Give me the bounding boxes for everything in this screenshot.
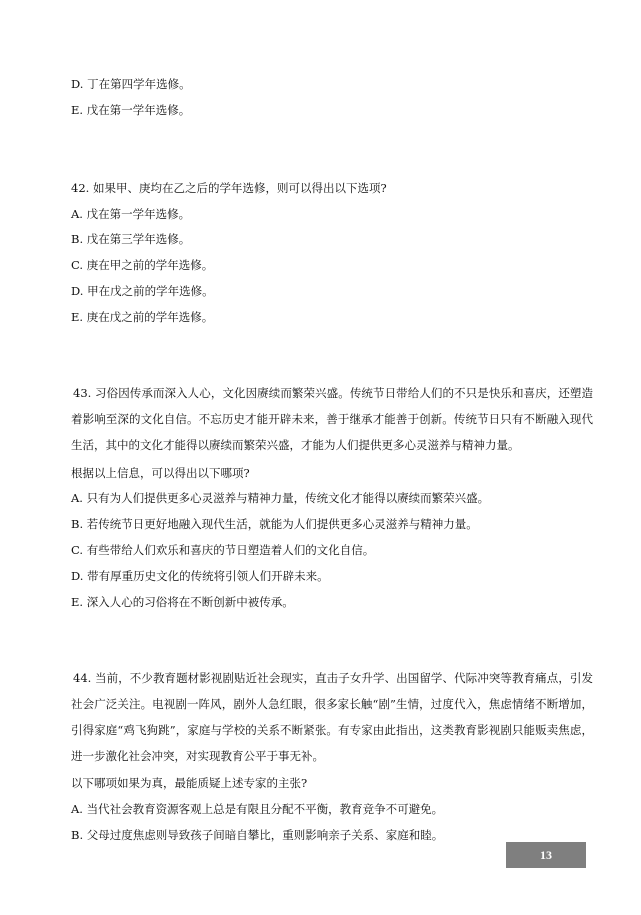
q41-option-e: E. 戊在第一学年选修。 <box>71 103 191 117</box>
q43-question: 根据以上信息，可以得出以下哪项? <box>71 466 250 480</box>
page-number: 13 <box>540 847 552 862</box>
page-number-badge <box>506 842 586 868</box>
q43-option-a: A. 只有为人们提供更多心灵滋养与精神力量，传统文化才能得以赓续而繁荣兴盛。 <box>71 491 490 505</box>
q42-question: 42. 如果甲、庚均在乙之后的学年选修，则可以得出以下选项? <box>71 181 387 195</box>
q43-option-d: D. 带有厚重历史文化的传统将引领人们开辟未来。 <box>71 569 329 583</box>
q42-option-c: C. 庚在甲之前的学年选修。 <box>71 258 214 272</box>
q41-option-d: D. 丁在第四学年选修。 <box>71 77 191 91</box>
q43-option-e: E. 深入人心的习俗将在不断创新中被传承。 <box>71 595 294 609</box>
q44-question: 以下哪项如果为真，最能质疑上述专家的主张? <box>71 776 308 790</box>
q42-option-b: B. 戊在第三学年选修。 <box>71 232 191 246</box>
q43-option-c: C. 有些带给人们欢乐和喜庆的节日塑造着人们的文化自信。 <box>71 543 375 557</box>
q42-option-d: D. 甲在戊之前的学年选修。 <box>71 284 214 298</box>
q43-option-b: B. 若传统节日更好地融入现代生活，就能为人们提供更多心灵滋养与精神力量。 <box>71 517 478 531</box>
q43-passage: 43. 习俗因传承而深入人心，文化因赓续而繁荣兴盛。传统节日带给人们的不只是快乐和喜庆，还塑造着影响至深的文化自信。不忘历史才能开辟未来，善于继承才能善于创新。传统节日只有不断融入现代生活，其中的文化才能得以赓续而繁荣兴盛，才能为人们提供更多心灵滋养与精神力量。 <box>71 386 593 452</box>
q44-option-b: B. 父母过度焦虑则导致孩子间暗自攀比，重则影响亲子关系、家庭和睦。 <box>71 828 444 842</box>
q44-passage: 44. 当前，不少教育题材影视剧贴近社会现实，直击子女升学、出国留学、代际冲突等教育痛点，引发社会广泛关注。电视剧一阵风，剧外人急红眼，很多家长触“剧”生情，过度代入，焦虑情绪不断增加，引得家庭“鸡飞狗跳”，家庭与学校的关系不断紧张。有专家由此指出，这类教育影视剧只能贩卖焦虑，进一步激化社会冲突，对实现教育公平于事无补。 <box>71 671 593 763</box>
q44-option-a: A. 当代社会教育资源客观上总是有限且分配不平衡，教育竞争不可避免。 <box>71 802 444 816</box>
q42-option-e: E. 庚在戊之前的学年选修。 <box>71 310 214 324</box>
q42-option-a: A. 戊在第一学年选修。 <box>71 207 191 221</box>
